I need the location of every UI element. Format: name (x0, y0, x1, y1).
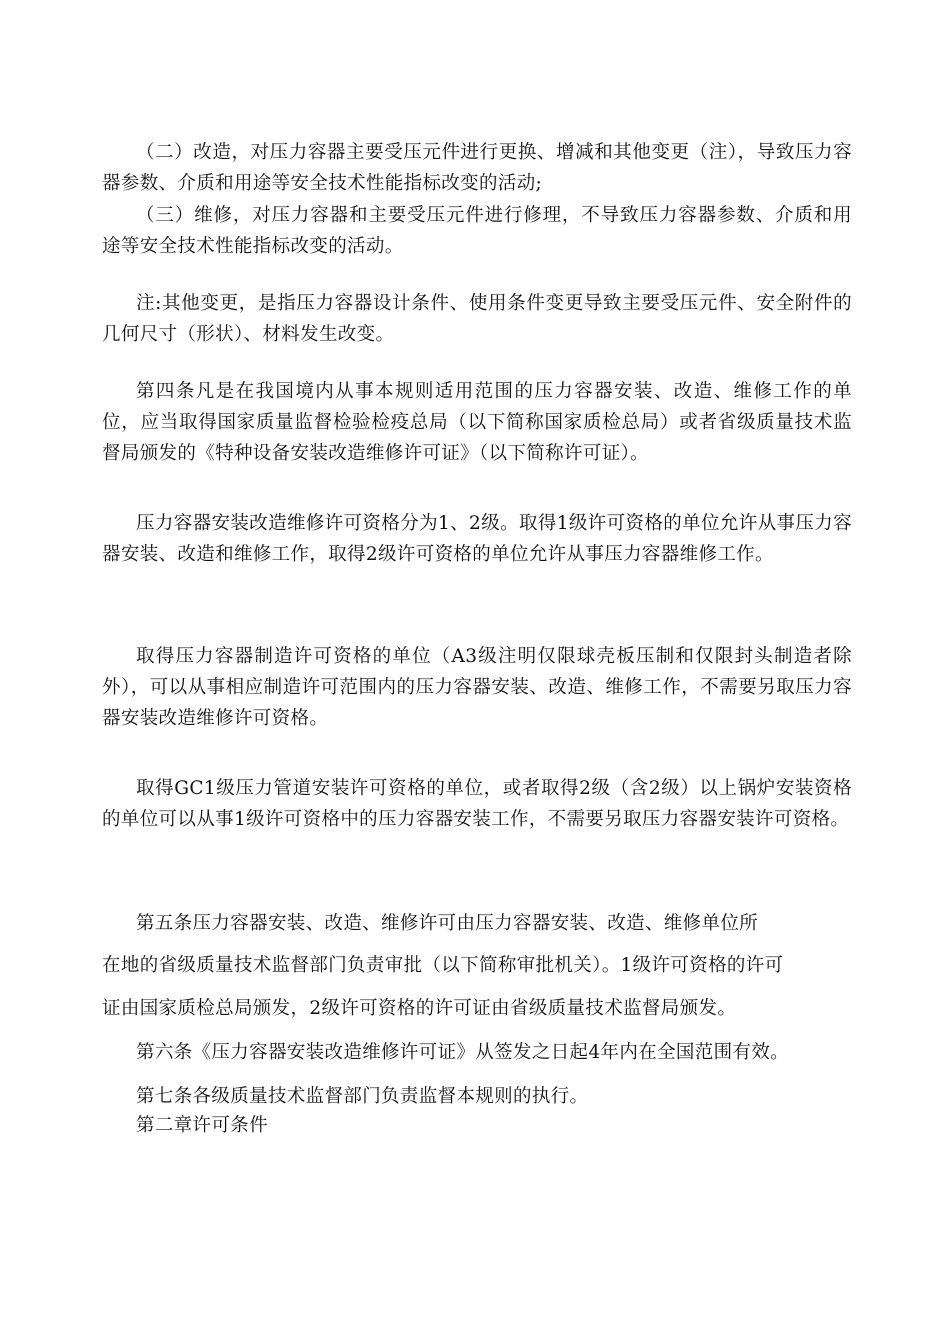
article-7: 第七条各级质量技术监督部门负责监督本规则的执行。 (136, 1086, 589, 1107)
article-6: 第六条《压力容器安装改造维修许可证》从签发之日起4年内在全国范围有效。 (136, 1042, 790, 1063)
article-5-line-1: 第五条压力容器安装、改造、维修许可由压力容器安装、改造、维修单位所 (136, 913, 759, 934)
article-5-line-3: 证由国家质检总局颁发，2级许可资格的许可证由省级质量技术监督局颁发。 (102, 998, 737, 1019)
paragraph-pipeline-license: 取得GC1级压力管道安装许可资格的单位，或者取得2级（含2级）以上锅炉安装资格的单位可以从事1级许可资格中的压力容器安装工作，不需要另取压力容器安装许可资格。 (102, 778, 852, 830)
article-5-line-2: 在地的省级质量技术监督部门负责审批（以下简称审批机关）。1级许可资格的许可 (102, 955, 784, 976)
paragraph-maintenance: （三）维修，对压力容器和主要受压元件进行修理，不导致压力容器参数、介质和用途等安全技术性能指标改变的活动。 (102, 205, 852, 257)
paragraph-modification: （二）改造，对压力容器主要受压元件进行更换、增减和其他变更（注），导致压力容器参数、介质和用途等安全技术性能指标改变的活动; (102, 142, 852, 194)
paragraph-license-levels: 压力容器安装改造维修许可资格分为1、2级。取得1级许可资格的单位允许从事压力容器安装、改造和维修工作，取得2级许可资格的单位允许从事压力容器维修工作。 (102, 513, 852, 565)
paragraph-article-4: 第四条凡是在我国境内从事本规则适用范围的压力容器安装、改造、维修工作的单位，应当取得国家质量监督检验检疫总局（以下简称国家质检总局）或者省级质量技术监督局颁发的《特种设备安装改造维修许可证》（以下简称许可证）。 (102, 381, 852, 464)
paragraph-note: 注:其他变更，是指压力容器设计条件、使用条件变更导致主要受压元件、安全附件的几何尺寸（形状）、材料发生改变。 (102, 293, 852, 345)
paragraph-manufacturing-license: 取得压力容器制造许可资格的单位（A3级注明仅限球壳板压制和仅限封头制造者除外），可以从事相应制造许可范围内的压力容器安装、改造、维修工作，不需要另取压力容器安装改造维修许可资格。 (102, 646, 852, 729)
chapter-2-heading: 第二章许可条件 (136, 1115, 268, 1136)
